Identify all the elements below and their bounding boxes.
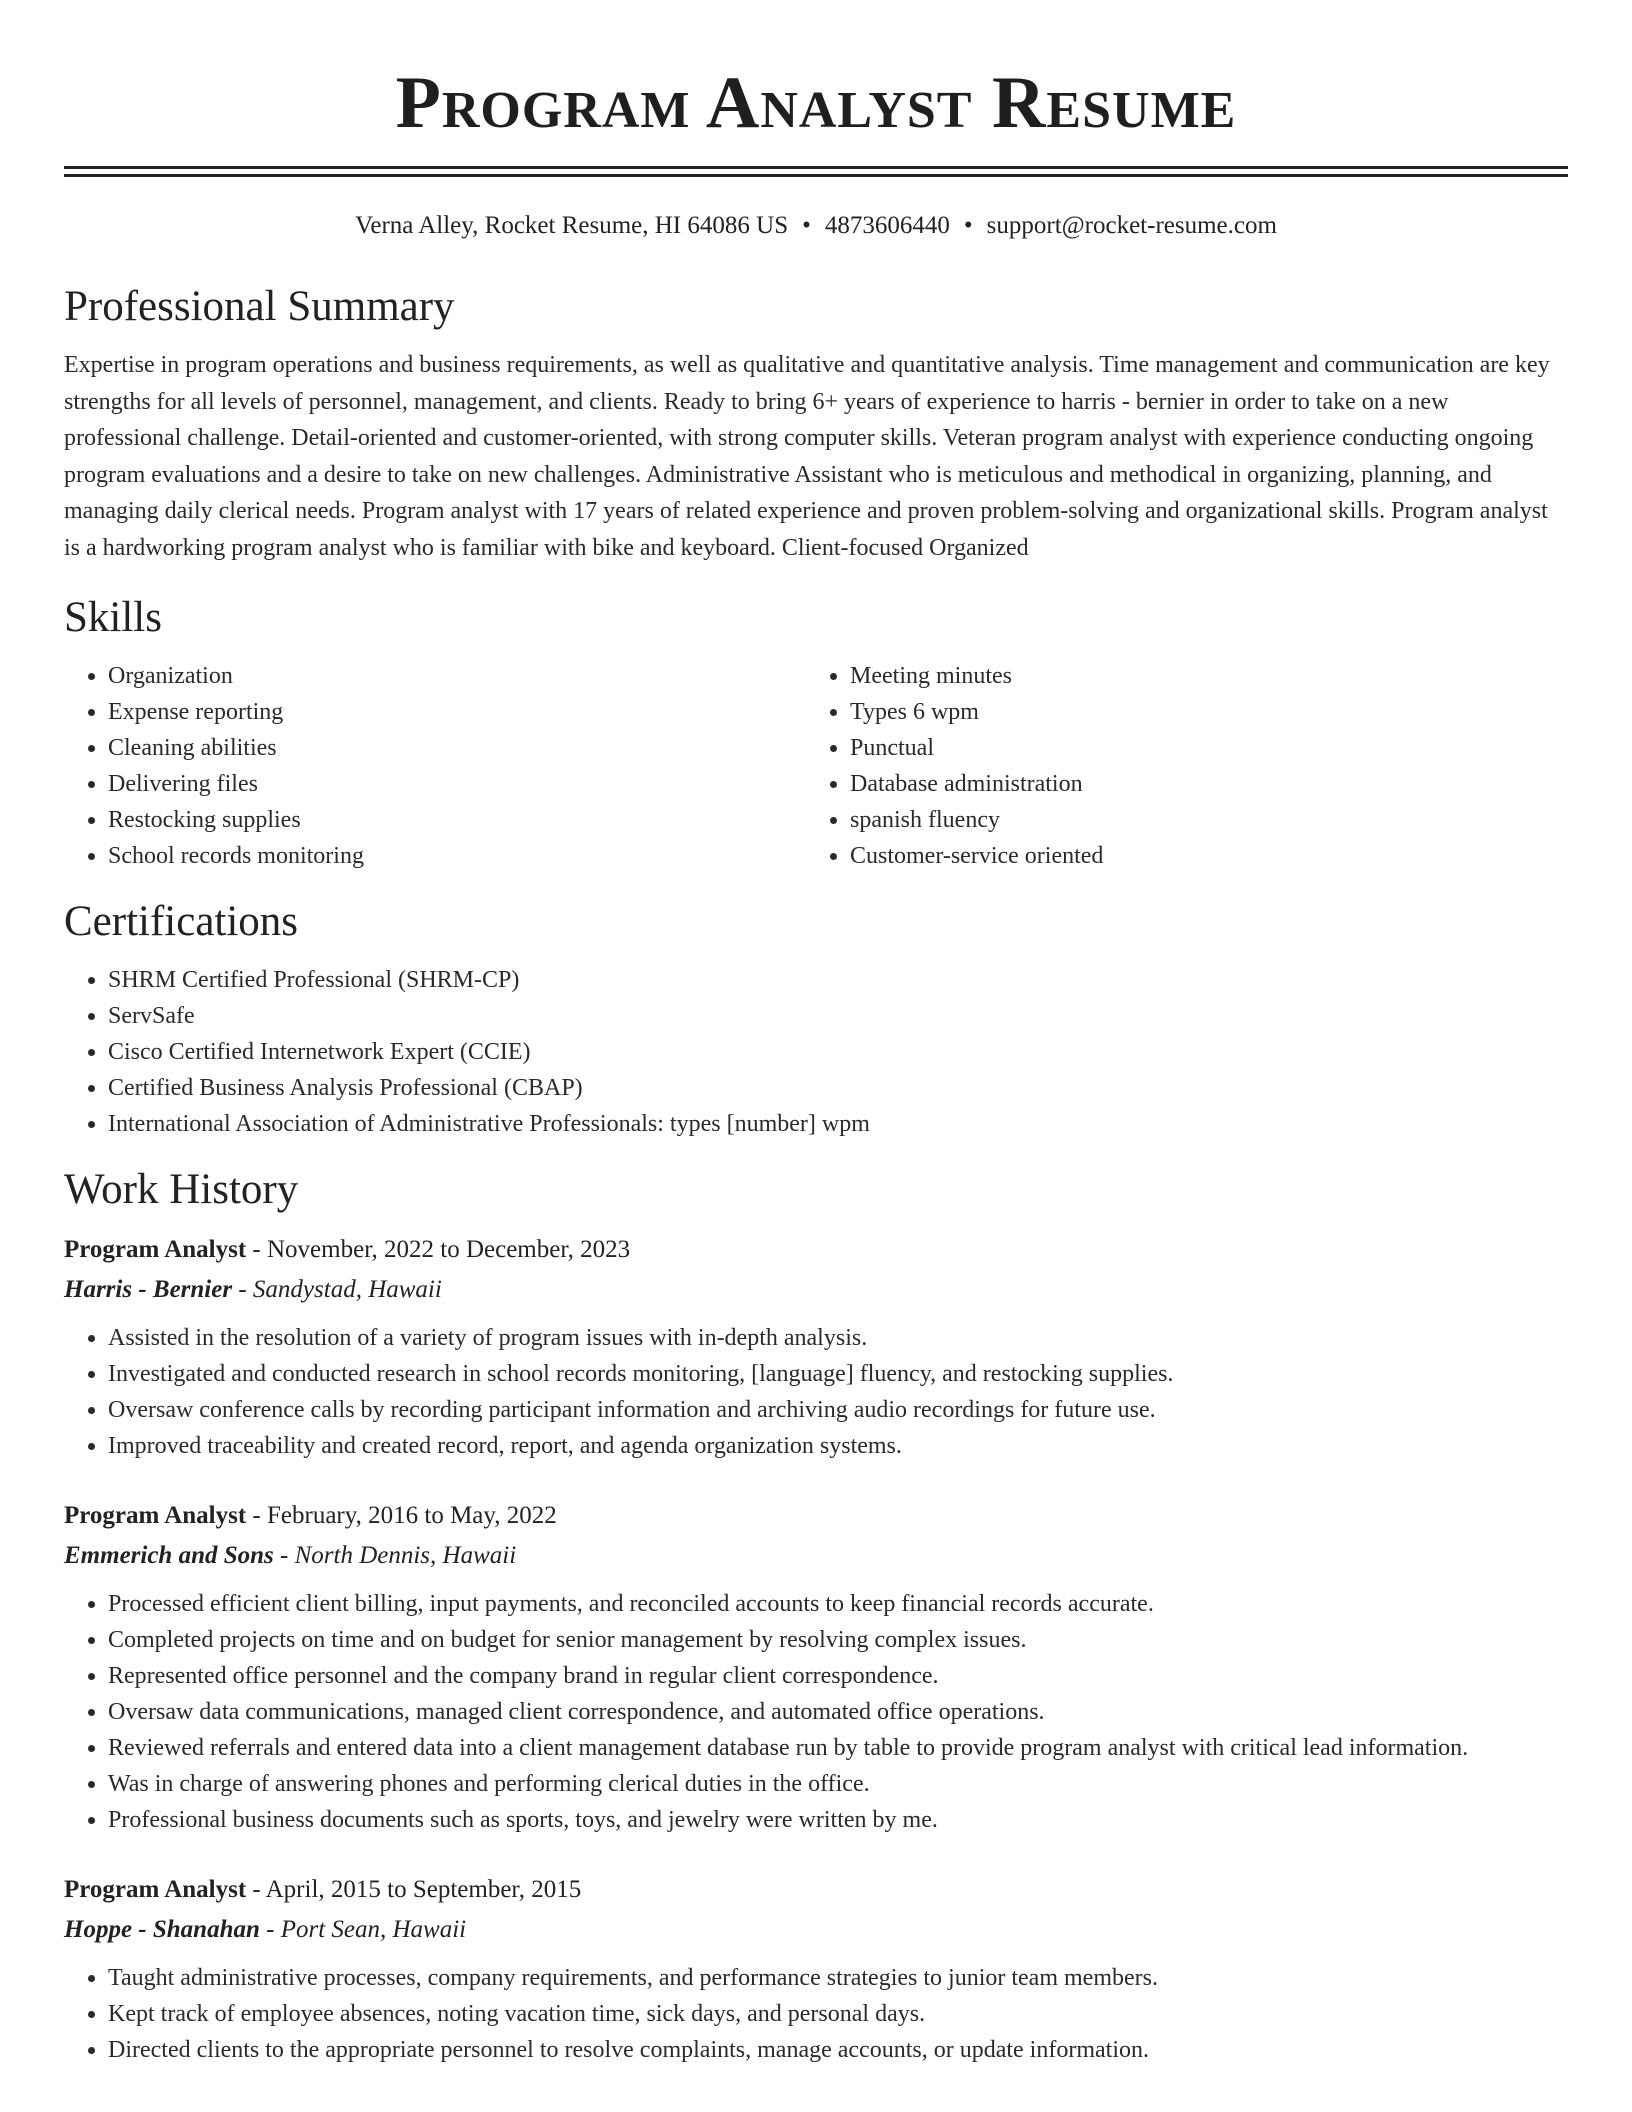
job-bullet: • Was in charge of answering phones and performing clerical duties in the office. — [108, 1766, 1568, 1802]
job-bullet: • Completed projects on time and on budget for senior management by resolving complex issues. — [108, 1622, 1568, 1658]
separator-dot: • — [802, 212, 811, 239]
job-dates: - February, 2016 to May, 2022 — [246, 1502, 557, 1529]
summary-text: Expertise in program operations and business requirements, as well as qualitative and quantitative analysis. Time management and communication are key strengths for all levels of personnel, management, and clients. Ready to bring 6+ years of experience to harris - bernier in order to take on a new professional challenge. Detail-oriented and customer-oriented, with strong computer skills. Veteran program analyst with experience conducting ongoing program evaluations and a desire to take on new challenges. Administrative Assistant who is meticulous and methodical in organizing, planning, and managing daily clerical needs. Program analyst with 17 years of related experience and proven problem-solving and organizational skills. Program analyst is a hardworking program analyst who is familiar with bike and keyboard. Client-focused Organized — [64, 352, 1550, 561]
job-title-line — [64, 1230, 1568, 1270]
job-title: Program Analyst — [64, 1502, 247, 1529]
job-bullets — [64, 1960, 1568, 2068]
work-history-heading: Work History — [64, 1166, 299, 1213]
skills-heading: Skills — [64, 594, 162, 641]
job-bullet: • Reviewed referrals and entered data into a client management database run by table to provide program analyst with critical lead information. — [108, 1730, 1568, 1766]
job-company-line — [64, 1910, 1568, 1950]
job-bullet: • Improved traceability and created record, report, and agenda organization systems. — [108, 1428, 1568, 1464]
skill-item: • spanish fluency — [850, 802, 1548, 838]
job-bullet: • Assisted in the resolution of a variety of program issues with in-depth analysis. — [108, 1320, 1568, 1356]
job-entry — [64, 1870, 1568, 2068]
contact-address: Verna Alley, Rocket Resume, HI 64086 US — [355, 212, 789, 239]
skills-list-left — [64, 658, 806, 874]
skills-right-column — [806, 658, 1548, 874]
skill-item: • Organization — [108, 658, 806, 694]
job-location: - Port Sean, Hawaii — [259, 1916, 467, 1943]
job-bullets — [64, 1586, 1568, 1838]
skill-item: • Meeting minutes — [850, 658, 1548, 694]
job-company: Harris - Bernier — [64, 1276, 233, 1303]
separator-dot: • — [963, 212, 973, 239]
job-entry — [64, 1496, 1568, 1838]
job-location: - Sandystad, Hawaii — [232, 1276, 442, 1303]
job-bullet: • Oversaw data communications, managed client correspondence, and automated office operations. — [108, 1694, 1568, 1730]
skills-columns — [64, 658, 1568, 874]
job-title: Program Analyst — [64, 1876, 247, 1903]
certifications-list — [64, 962, 1568, 1142]
job-company-line — [64, 1536, 1568, 1576]
certification-item: • ServSafe — [108, 998, 1568, 1034]
skill-item: • Types 6 wpm — [850, 694, 1548, 730]
certifications-heading: Certifications — [64, 898, 299, 945]
job-bullet: • Kept track of employee absences, noting vacation time, sick days, and personal days. — [108, 1996, 1568, 2032]
job-bullet: • Investigated and conducted research in school records monitoring, [language] fluency, and restocking supplies. — [108, 1356, 1568, 1392]
job-bullet: • Directed clients to the appropriate personnel to resolve complaints, manage accounts, or update information. — [108, 2032, 1568, 2068]
certification-item: • International Association of Administrative Professionals: types [number] wpm — [108, 1106, 1568, 1142]
job-dates: - April, 2015 to September, 2015 — [246, 1876, 582, 1903]
resume-title: Program Analyst Resume — [395, 62, 1237, 144]
job-bullet: • Represented office personnel and the company brand in regular client correspondence. — [108, 1658, 1568, 1694]
job-company: Hoppe - Shanahan — [64, 1916, 260, 1943]
job-bullet: • Professional business documents such as sports, toys, and jewelry were written by me. — [108, 1802, 1568, 1838]
title-divider — [64, 166, 1568, 177]
skill-item: • Cleaning abilities — [108, 730, 806, 766]
resume-page — [64, 0, 1568, 2068]
skill-item: • School records monitoring — [108, 838, 806, 874]
skill-item: • Customer-service oriented — [850, 838, 1548, 874]
contact-phone: 4873606440 — [824, 212, 950, 239]
skill-item: • Expense reporting — [108, 694, 806, 730]
job-company: Emmerich and Sons — [64, 1542, 274, 1569]
certification-item: • Certified Business Analysis Professional (CBAP) — [108, 1070, 1568, 1106]
job-bullet: • Oversaw conference calls by recording participant information and archiving audio recordings for future use. — [108, 1392, 1568, 1428]
job-bullet: • Taught administrative processes, company requirements, and performance strategies to junior team members. — [108, 1960, 1568, 1996]
skill-item: • Punctual — [850, 730, 1548, 766]
certification-item: • Cisco Certified Internetwork Expert (CCIE) — [108, 1034, 1568, 1070]
job-title-line — [64, 1496, 1568, 1536]
skill-item: • Delivering files — [108, 766, 806, 802]
certification-item: • SHRM Certified Professional (SHRM-CP) — [108, 962, 1568, 998]
contact-line — [64, 209, 1568, 243]
job-dates: - November, 2022 to December, 2023 — [246, 1236, 631, 1263]
job-bullets — [64, 1320, 1568, 1464]
job-company-line — [64, 1270, 1568, 1310]
job-location: - North Dennis, Hawaii — [273, 1542, 517, 1569]
skill-item: • Database administration — [850, 766, 1548, 802]
contact-email: support@rocket-resume.com — [986, 212, 1277, 239]
job-title-line — [64, 1870, 1568, 1910]
job-title: Program Analyst — [64, 1236, 247, 1263]
job-bullet: • Processed efficient client billing, input payments, and reconciled accounts to keep financial records accurate. — [108, 1586, 1568, 1622]
skills-left-column — [64, 658, 806, 874]
skill-item: • Restocking supplies — [108, 802, 806, 838]
skills-list-right — [806, 658, 1548, 874]
job-entry — [64, 1230, 1568, 1464]
summary-heading: Professional Summary — [64, 283, 455, 330]
